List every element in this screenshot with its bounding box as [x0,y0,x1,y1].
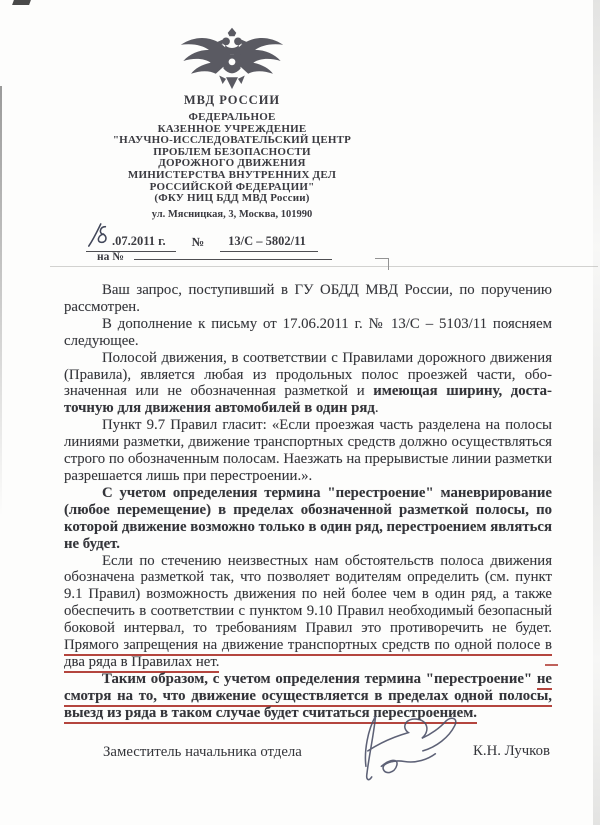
letter-body [64,282,552,722]
date-number-line [86,222,318,252]
address-corner-mark [375,258,389,270]
signer-position: Заместитель начальника отдела [103,744,302,760]
org-line: КАЗЕННОЕ УЧРЕЖДЕНИЕ [157,122,307,135]
org-line: "НАУЧНО-ИССЛЕДОВАТЕЛЬСКИЙ ЦЕНТР [112,134,352,147]
text-run: Если по стечению неизвестных нам обстоятельств полоса движения обозначена разметкой так, что позволяет водителям определить (см. пункт 9.1 Правил) возможность движения по ней более чем в один ряд, а также обеспечить в соответствии с пунктом 9.10 Правил необходимый безопасный боковой интервал, то требованиям Правил это противоречить не будет. [64,552,552,637]
letterhead [57,93,407,220]
handwritten-signature-icon [337,708,472,793]
scan-fold-line [50,266,598,267]
text-run: Ваш запрос, поступивший в ГУ ОБДД МВД России, по поручению рассмотрен. [64,282,552,315]
reference-label: на № [97,251,124,263]
paragraph [64,282,552,316]
signer-name: К.Н. Лучков [473,743,550,759]
red-underlined-text: не смотря на то, что движение осуществляется в пределах одной полосы, выезд из ряда в таком случае будет считаться перестроением. [64,671,552,724]
organization-name-block [57,112,407,205]
text-run: Пункт 9.7 Правил гласит: «Если проезжая часть разделена на полосы линиями разметки, движение транспортных средств должно осуществляться строго по обозначенным полосам. Наезжать на прерывистые линии разметки разрешается лишь при перестроении.». [64,417,552,484]
org-line: ФЕДЕРАЛЬНОЕ [188,111,276,123]
bold-text: имеющая ширину, достаточную для движения автомобилей в один ряд [64,383,552,417]
paragraph [64,417,552,485]
ministry-title: МВД РОССИИ [183,93,281,107]
handwritten-day-icon [86,222,110,252]
reference-line [97,249,332,263]
paragraph [64,553,552,671]
bold-text: Таким образом, с учетом определения термина "перестроение" [102,670,537,687]
bold-text: С учетом определения термина "перестроение" маневрирование (любое перемещение) в пределах обозначенной разметкой полосы, по которой движение возможно только в один ряд, перестроением являться не будет. [64,484,552,552]
paragraph [64,671,552,722]
outgoing-number: 13/С – 5802/11 [220,234,318,252]
org-line: МИНИСТЕРСТВА ВНУТРЕННИХ ДЕЛ [127,168,337,181]
paragraph [64,316,552,350]
mvd-double-eagle-emblem-icon [176,26,288,101]
scan-artifact-left-edge-line [0,86,2,516]
address-line: ул. Мясницкая, 3, Москва, 101990 [151,208,313,220]
text-run: . [374,400,379,417]
text-run: Полосой движения, в соответствии с Правилами дорожного движения (Правила), является любая из продольных полос проезжей части, обозначенная или не обозначенная разметкой и [64,349,552,400]
number-sign: № [191,235,205,249]
date-printed: .07.2011 г. [112,234,166,248]
text-run: В дополнение к письму от 17.06.2011 г. № 13/С – 5103/11 поясняем следующее. [64,315,552,349]
reference-blank-line [134,249,332,260]
org-line: РОССИЙСКОЙ ФЕДЕРАЦИИ" [149,180,315,193]
scan-artifact-top-left [12,0,31,5]
org-line: ДОРОЖНОГО ДВИЖЕНИЯ [158,157,306,170]
paragraph [64,485,552,553]
scan-artifact-right-edge [593,0,600,825]
org-line: (ФКУ НИЦ БДД МВД России) [154,192,310,205]
date-field [86,222,176,252]
paragraph [64,350,552,418]
red-underlined-text: Прямого запрещения на движение транспортных средств по одной полосе в два ряда в Правилах нет. [64,637,552,673]
org-line: ПРОБЛЕМ БЕЗОПАСНОСТИ [153,145,311,158]
